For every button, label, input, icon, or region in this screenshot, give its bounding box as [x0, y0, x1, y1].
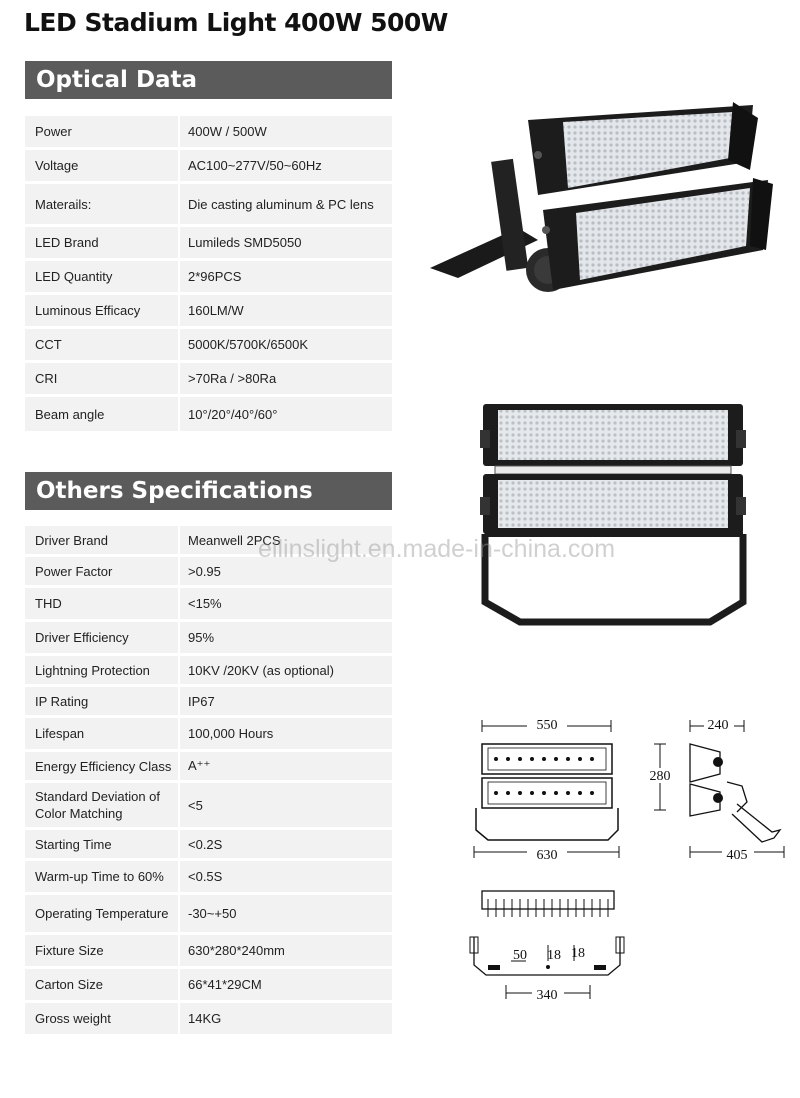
spec-value: 10°/20°/40°/60° — [188, 406, 278, 422]
back-bottom-label: 340 — [536, 988, 558, 1003]
spec-key: Standard Deviation of Color Matching — [25, 783, 180, 827]
bottom-width-label: 630 — [536, 848, 558, 863]
product-front-photo — [480, 402, 748, 628]
spec-value: >70Ra / >80Ra — [188, 371, 277, 386]
spec-row — [25, 116, 392, 150]
spec-key: Energy Efficiency Class — [25, 752, 180, 780]
spec-row — [25, 329, 392, 363]
spec-value: <0.2S — [188, 836, 223, 852]
spec-value: 14KG — [188, 1011, 222, 1026]
spec-row — [25, 261, 392, 295]
spec-row — [25, 687, 392, 718]
spec-row — [25, 622, 392, 656]
spec-key: Voltage — [25, 150, 180, 181]
spec-row — [25, 752, 392, 783]
spec-row — [25, 718, 392, 752]
spec-key: Warm-up Time to 60% — [25, 861, 180, 892]
spec-row — [25, 588, 392, 622]
spec-row — [25, 830, 392, 861]
spec-key: THD — [25, 588, 180, 619]
spec-row — [25, 150, 392, 184]
front-dimension-drawing — [468, 712, 626, 872]
spec-value: 2*96PCS — [188, 269, 242, 284]
spec-key: Operating Temperature — [25, 895, 180, 932]
spec-value: 400W / 500W — [188, 124, 267, 139]
spec-value: Lumileds SMD5050 — [188, 235, 302, 250]
spec-value: <5 — [188, 797, 203, 813]
spec-value: >0.95 — [188, 563, 221, 579]
spec-value: IP67 — [188, 693, 215, 709]
spec-key: LED Brand — [25, 227, 180, 258]
spec-row — [25, 935, 392, 969]
spec-row — [25, 656, 392, 687]
watermark: ellinslight.en.made-in-china.com — [258, 535, 616, 563]
back-mid1-label: 18 — [547, 948, 561, 963]
spec-row — [25, 363, 392, 397]
spec-value: <15% — [188, 596, 222, 611]
spec-value: -30~+50 — [188, 906, 237, 921]
spec-row — [25, 1003, 392, 1037]
spec-key: Driver Brand — [25, 526, 180, 554]
spec-value: <0.5S — [188, 869, 223, 884]
spec-key: CCT — [25, 329, 180, 360]
optical-data-table — [25, 116, 392, 434]
spec-value: 66*41*29CM — [188, 977, 262, 992]
spec-key: Driver Efficiency — [25, 622, 180, 653]
spec-row — [25, 227, 392, 261]
spec-value: Die casting aluminum & PC lens — [188, 196, 374, 212]
spec-key: Beam angle — [25, 397, 180, 431]
back-mid2-label: 18 — [571, 946, 585, 961]
optical-data-heading: Optical Data — [25, 61, 392, 99]
spec-value: 95% — [188, 630, 215, 645]
spec-key: CRI — [25, 363, 180, 394]
spec-key: Power — [25, 116, 180, 147]
others-specifications-table — [25, 526, 392, 1037]
side-bottom-label: 405 — [726, 848, 748, 863]
spec-value: 160LM/W — [188, 303, 244, 318]
product-angled-photo — [428, 100, 778, 305]
spec-key: Luminous Efficacy — [25, 295, 180, 326]
spec-row — [25, 397, 392, 434]
spec-value: 10KV /20KV (as optional) — [188, 662, 334, 678]
side-top-label: 240 — [707, 718, 729, 733]
spec-key: Carton Size — [25, 969, 180, 1000]
spec-key: Lightning Protection — [25, 656, 180, 684]
spec-row — [25, 783, 392, 830]
others-specifications-heading: Others Specifications — [25, 472, 392, 510]
spec-value: Meanwell 2PCS — [188, 532, 281, 548]
spec-value: AC100~277V/50~60Hz — [188, 158, 322, 173]
side-dimension-drawing — [642, 712, 787, 872]
height-label: 280 — [649, 769, 671, 784]
spec-row — [25, 861, 392, 895]
spec-row — [25, 295, 392, 329]
spec-key: Materails: — [25, 184, 180, 224]
spec-row — [25, 969, 392, 1003]
back-dimension-drawing — [466, 885, 630, 1005]
spec-key: Starting Time — [25, 830, 180, 858]
spec-value: 5000K/5700K/6500K — [188, 337, 308, 352]
spec-value: A⁺⁺ — [188, 758, 211, 773]
spec-value: 100,000 Hours — [188, 726, 274, 741]
spec-key: LED Quantity — [25, 261, 180, 292]
spec-key: Gross weight — [25, 1003, 180, 1034]
spec-key: Fixture Size — [25, 935, 180, 966]
spec-key: Lifespan — [25, 718, 180, 749]
spec-key: IP Rating — [25, 687, 180, 715]
spec-value: 630*280*240mm — [188, 943, 285, 958]
spec-row — [25, 895, 392, 935]
page-title: LED Stadium Light 400W 500W — [24, 8, 448, 37]
spec-key: Power Factor — [25, 557, 180, 585]
back-offset-label: 50 — [513, 948, 527, 963]
spec-row — [25, 184, 392, 227]
front-width-label: 550 — [536, 718, 558, 733]
